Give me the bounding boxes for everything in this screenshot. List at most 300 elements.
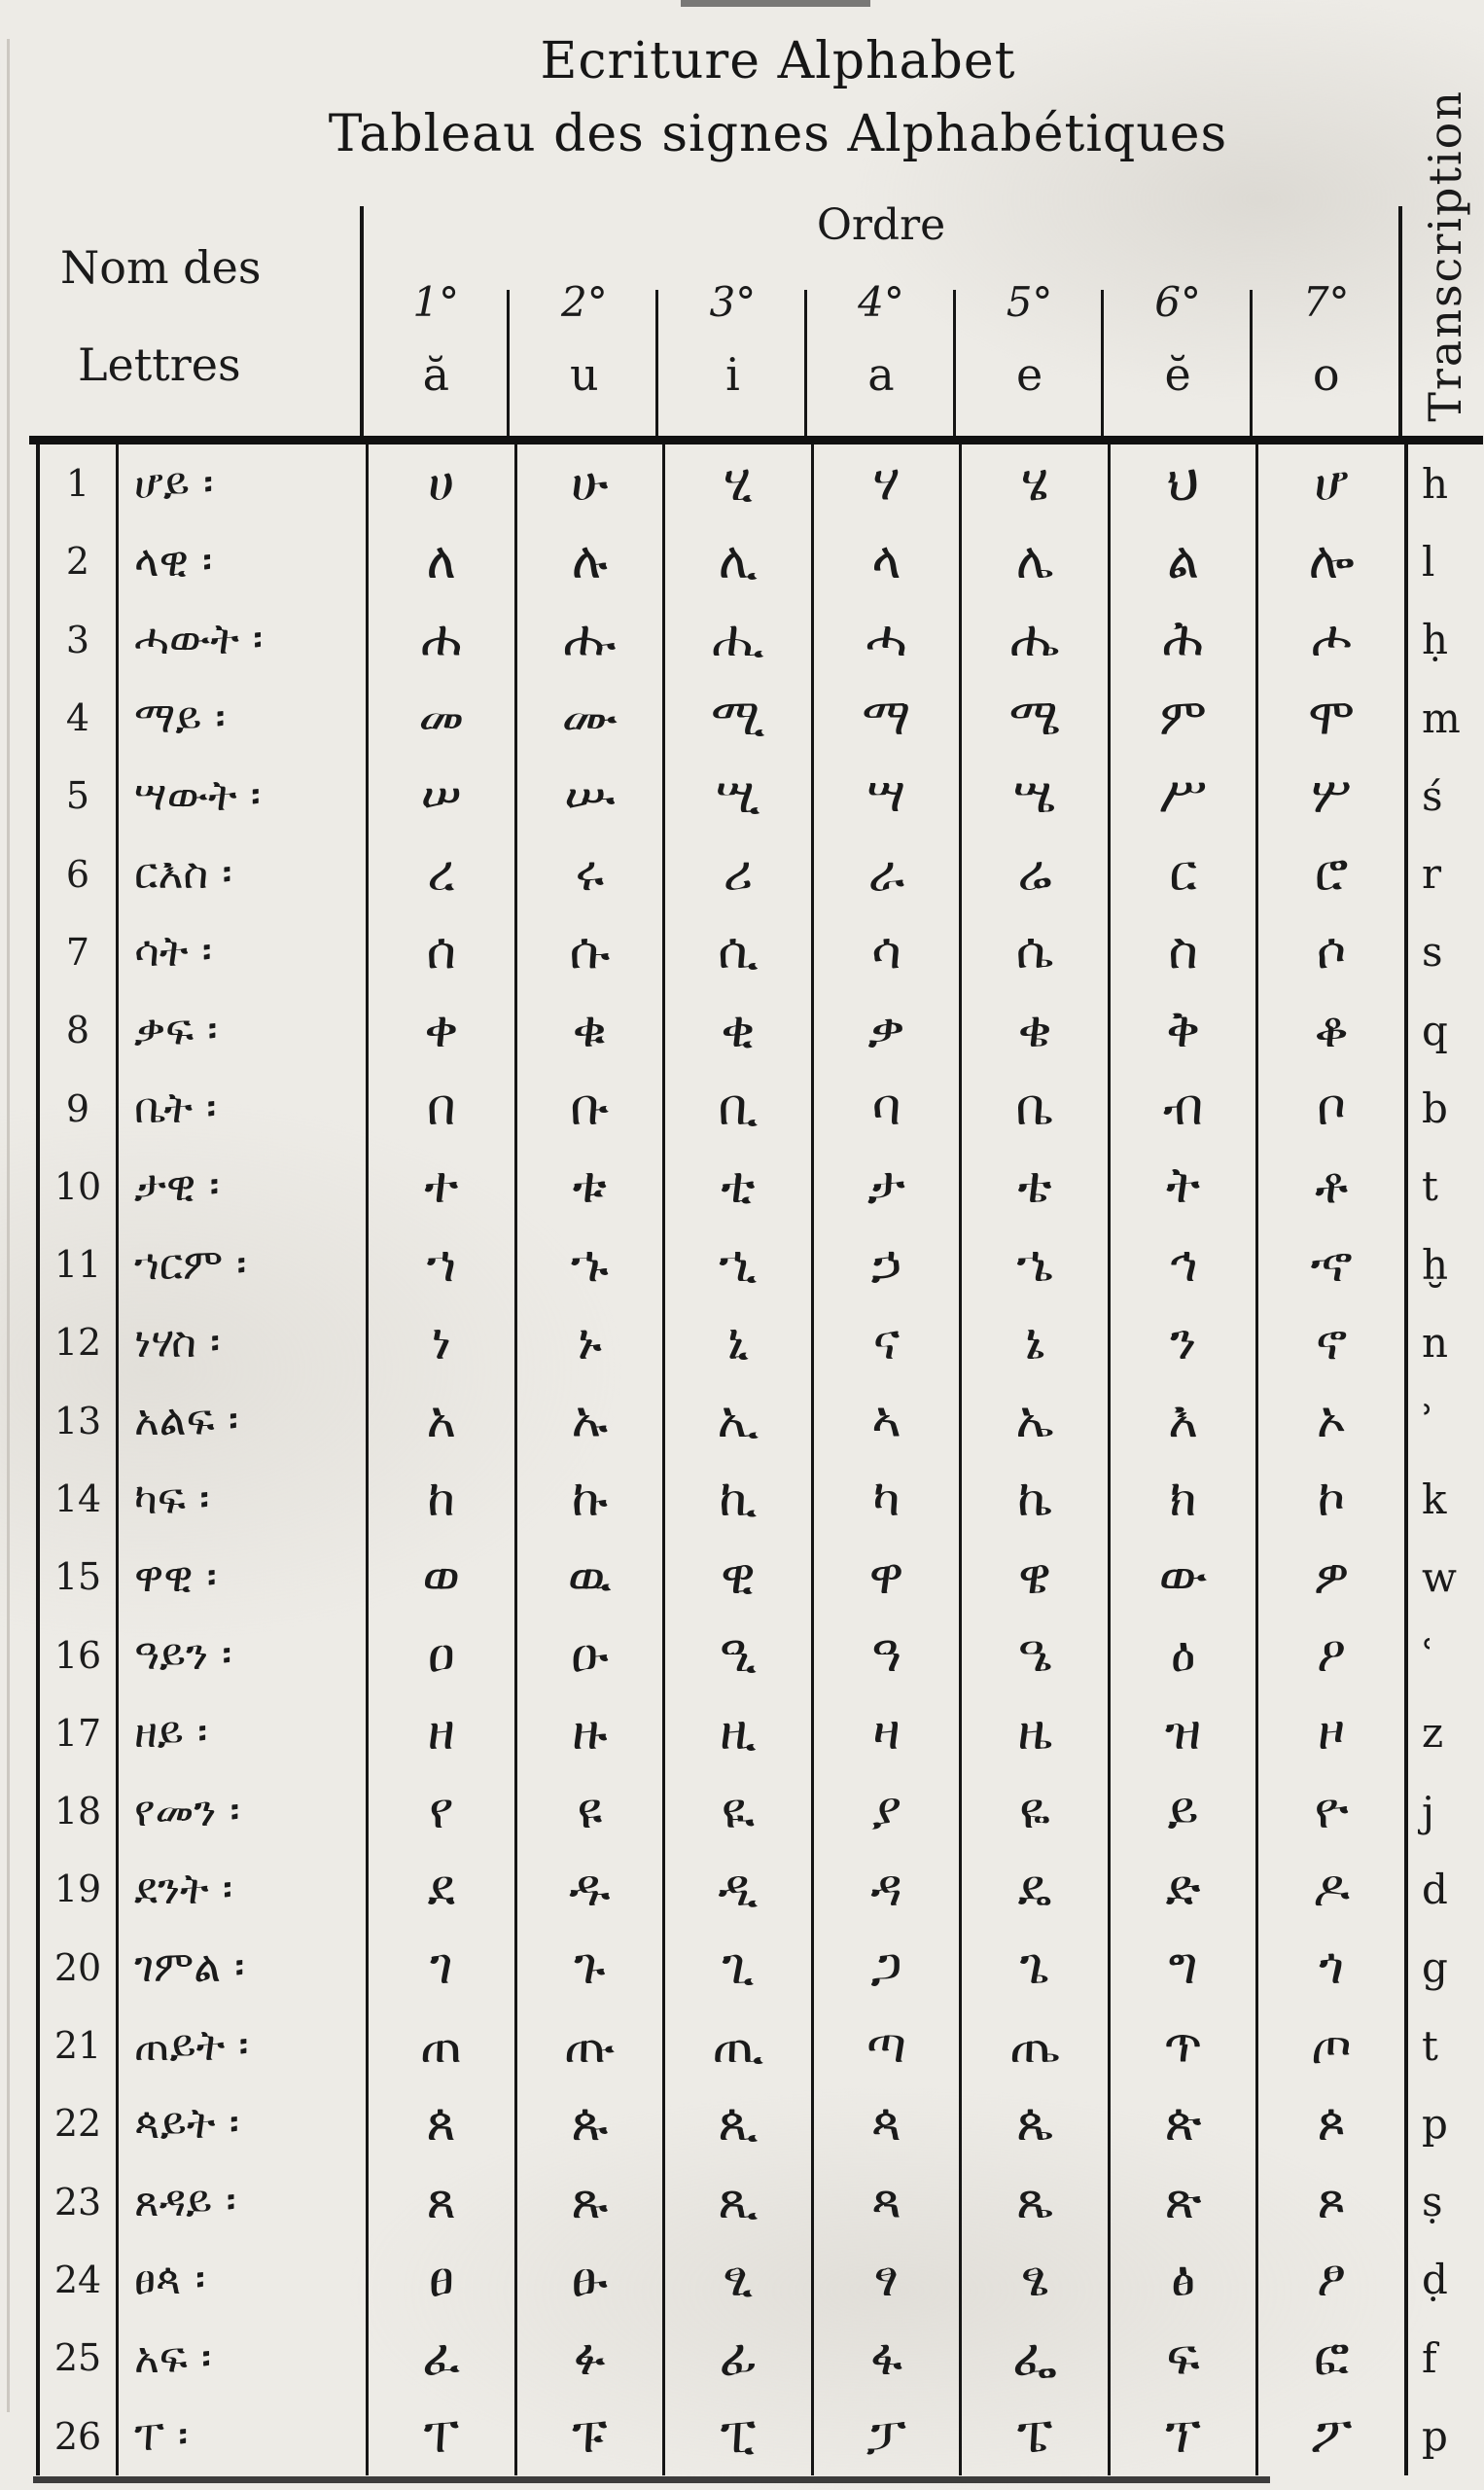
letter-form-1: ዐ: [366, 1616, 514, 1693]
letter-form-3: ዪ: [662, 1772, 811, 1850]
header-rule-name-col: [360, 206, 364, 440]
letter-form-5: ጤ: [959, 2007, 1108, 2084]
letter-form-5: ቴ: [959, 1148, 1108, 1226]
letter-form-4: ጳ: [811, 2084, 960, 2162]
letter-form-5: ፌ: [959, 2319, 1108, 2397]
row-number: 18: [53, 1790, 102, 1833]
row-number: 8: [65, 1009, 90, 1052]
letter-name: ጠይት ፡: [116, 2007, 366, 2084]
letter-form-1: ጠ: [366, 2007, 514, 2084]
header-rule-order-5: [1101, 290, 1104, 440]
header-rule-order-3: [804, 290, 807, 440]
letter-form-6: ት: [1108, 1148, 1256, 1226]
letter-form-6: ል: [1108, 522, 1256, 600]
order-column-header: [955, 278, 1104, 401]
row-number: 10: [53, 1164, 102, 1208]
transcription-value: z: [1404, 1694, 1484, 1772]
transcription-value: d: [1404, 1850, 1484, 1928]
letter-form-2: ኩ: [514, 1460, 663, 1538]
order-column-header: [1104, 278, 1253, 401]
letter-form-7: ኖ: [1255, 1303, 1404, 1381]
letter-form-7: ሖ: [1255, 601, 1404, 679]
letter-form-4: ጻ: [811, 2163, 960, 2241]
letter-form-6: ጵ: [1108, 2084, 1256, 2162]
letter-form-2: ቱ: [514, 1148, 663, 1226]
page-title-line2: Tableau des signes Alphabétiques: [328, 105, 1228, 164]
row-number: 1: [65, 462, 90, 506]
letter-form-5: ቤ: [959, 1069, 1108, 1147]
letter-form-2: ሩ: [514, 835, 663, 912]
table-row: [36, 2397, 1484, 2474]
letter-form-2: ኡ: [514, 1382, 663, 1460]
letter-form-1: ሐ: [366, 601, 514, 679]
order-degree-label: 3°: [709, 278, 757, 326]
letter-form-2: ፑ: [514, 2397, 663, 2474]
letter-form-2: ዩ: [514, 1772, 663, 1850]
letter-form-7: ሶ: [1255, 913, 1404, 991]
letter-form-3: ሊ: [662, 522, 811, 600]
scan-smudge-top: [681, 0, 870, 7]
table-row: [36, 1148, 1484, 1226]
letter-form-4: ፋ: [811, 2319, 960, 2397]
letter-form-7: ሦ: [1255, 757, 1404, 835]
letter-form-4: ላ: [811, 522, 960, 600]
header-rule-transcription-col: [1398, 206, 1402, 440]
letter-form-6: ይ: [1108, 1772, 1256, 1850]
letter-form-4: ካ: [811, 1460, 960, 1538]
letter-form-7: ኆ: [1255, 1226, 1404, 1303]
order-column-header: [362, 278, 511, 401]
letter-form-2: ጹ: [514, 2163, 663, 2241]
letter-form-4: ሃ: [811, 445, 960, 522]
letter-form-5: ሄ: [959, 445, 1108, 522]
order-vowel-label: u: [570, 348, 599, 401]
transcription-value: j: [1404, 1772, 1484, 1850]
letter-form-1: ኀ: [366, 1226, 514, 1303]
table-row: [36, 1772, 1484, 1850]
table-row: [36, 2163, 1484, 2241]
order-column-header: [807, 278, 956, 401]
letter-form-2: ጱ: [514, 2084, 663, 2162]
letter-name: ዋዊ ፡: [116, 1538, 366, 1616]
row-number: 11: [53, 1243, 102, 1287]
order-column-headers: [362, 278, 1400, 401]
letter-form-4: ባ: [811, 1069, 960, 1147]
row-number: 7: [65, 930, 90, 974]
table-row: [36, 1538, 1484, 1616]
transcription-value: r: [1404, 835, 1484, 912]
letter-form-7: ዮ: [1255, 1772, 1404, 1850]
header-rule-order-6: [1250, 290, 1253, 440]
letter-form-2: ሁ: [514, 445, 663, 522]
letter-form-6: ብ: [1108, 1069, 1256, 1147]
transcription-value: ś: [1404, 757, 1484, 835]
letter-form-2: ቡ: [514, 1069, 663, 1147]
letter-form-7: ዞ: [1255, 1694, 1404, 1772]
letter-form-4: ፓ: [811, 2397, 960, 2474]
letter-form-2: ጡ: [514, 2007, 663, 2084]
letter-form-5: ዬ: [959, 1772, 1108, 1850]
letter-form-4: ሣ: [811, 757, 960, 835]
page-title-line1: Ecriture Alphabet: [540, 32, 1016, 90]
letter-form-5: ፄ: [959, 2241, 1108, 2319]
letter-form-5: ጴ: [959, 2084, 1108, 2162]
letter-form-2: ፉ: [514, 2319, 663, 2397]
letter-form-1: ሰ: [366, 913, 514, 991]
row-number: 22: [53, 2102, 102, 2146]
letter-form-6: ጽ: [1108, 2163, 1256, 2241]
letter-form-1: ከ: [366, 1460, 514, 1538]
letter-form-1: ቀ: [366, 991, 514, 1069]
order-column-header: [658, 278, 807, 401]
letter-form-3: ሚ: [662, 679, 811, 757]
row-number: 4: [65, 696, 90, 740]
order-degree-label: 7°: [1302, 278, 1350, 326]
letter-name: ርእስ ፡: [116, 835, 366, 912]
letter-form-7: ዶ: [1255, 1850, 1404, 1928]
letter-form-6: ጥ: [1108, 2007, 1256, 2084]
row-number: 15: [53, 1555, 102, 1599]
letter-form-3: ዲ: [662, 1850, 811, 1928]
transcription-value: w: [1404, 1538, 1484, 1616]
letter-form-3: ሢ: [662, 757, 811, 835]
letter-name: ላዊ ፡: [116, 522, 366, 600]
row-number: 3: [65, 618, 90, 661]
letter-form-5: ሬ: [959, 835, 1108, 912]
letter-form-6: ሥ: [1108, 757, 1256, 835]
letter-form-4: ዋ: [811, 1538, 960, 1616]
letter-form-3: ቢ: [662, 1069, 811, 1147]
letter-form-5: ጌ: [959, 1929, 1108, 2007]
letter-form-6: ኅ: [1108, 1226, 1256, 1303]
letter-form-3: ቲ: [662, 1148, 811, 1226]
table-bottom-rule: [33, 2476, 1270, 2483]
header-rule-order-1: [507, 290, 510, 440]
letter-form-7: ጶ: [1255, 2084, 1404, 2162]
letter-name: ቤት ፡: [116, 1069, 366, 1147]
order-degree-label: 4°: [858, 278, 904, 326]
row-number: 12: [53, 1321, 102, 1365]
transcription-value: p: [1404, 2397, 1484, 2474]
transcription-value: l: [1404, 522, 1484, 600]
letter-form-5: ዜ: [959, 1694, 1108, 1772]
row-number: 23: [53, 2180, 102, 2223]
letter-name: ገምል ፡: [116, 1929, 366, 2007]
table-row: [36, 1226, 1484, 1303]
row-number: 6: [65, 852, 90, 896]
table-row: [36, 445, 1484, 522]
page-edge-line: [7, 39, 10, 2412]
table-row: [36, 2084, 1484, 2162]
letter-form-3: ሪ: [662, 835, 811, 912]
letter-form-2: ዉ: [514, 1538, 663, 1616]
letter-name: አልፍ ፡: [116, 1382, 366, 1460]
letter-form-3: ፊ: [662, 2319, 811, 2397]
row-number: 17: [53, 1711, 102, 1755]
letter-form-2: ጉ: [514, 1929, 663, 2007]
row-number: 16: [53, 1633, 102, 1677]
letter-form-1: አ: [366, 1382, 514, 1460]
letter-form-7: ሆ: [1255, 445, 1404, 522]
letter-form-1: ነ: [366, 1303, 514, 1381]
table-row: [36, 835, 1484, 912]
letter-form-1: ፈ: [366, 2319, 514, 2397]
letter-form-3: ጊ: [662, 1929, 811, 2007]
letter-form-3: ዒ: [662, 1616, 811, 1693]
letter-form-5: ኔ: [959, 1303, 1108, 1381]
letter-form-5: ዌ: [959, 1538, 1108, 1616]
letter-form-2: ኁ: [514, 1226, 663, 1303]
order-vowel-label: ĕ: [1164, 348, 1191, 401]
transcription-label-text: Transcription: [1419, 89, 1471, 422]
transcription-value: ʾ: [1404, 1382, 1484, 1460]
row-number: 19: [53, 1868, 102, 1911]
letter-form-1: ዘ: [366, 1694, 514, 1772]
row-number: 24: [53, 2258, 102, 2301]
letter-name: ኀርም ፡: [116, 1226, 366, 1303]
letter-form-5: ኬ: [959, 1460, 1108, 1538]
header-rule-order-4: [953, 290, 956, 440]
letter-name: ደንት ፡: [116, 1850, 366, 1928]
table-row: [36, 1460, 1484, 1538]
row-number: 21: [53, 2024, 102, 2068]
table-row: [36, 2241, 1484, 2319]
letter-form-4: ጋ: [811, 1929, 960, 2007]
row-number: 2: [65, 540, 90, 584]
letter-form-6: ስ: [1108, 913, 1256, 991]
header-separator-rule: [29, 436, 1483, 445]
letter-form-6: ር: [1108, 835, 1256, 912]
letter-name: ቃፍ ፡: [116, 991, 366, 1069]
letter-form-1: ደ: [366, 1850, 514, 1928]
letter-form-7: ዖ: [1255, 1616, 1404, 1693]
table-row: [36, 601, 1484, 679]
table-row: [36, 1929, 1484, 2007]
letter-form-1: ሀ: [366, 445, 514, 522]
letter-form-2: ፁ: [514, 2241, 663, 2319]
letter-form-7: ዎ: [1255, 1538, 1404, 1616]
letter-form-6: እ: [1108, 1382, 1256, 1460]
letter-form-2: ቁ: [514, 991, 663, 1069]
order-degree-label: 2°: [560, 278, 608, 326]
letter-name: ሆይ ፡: [116, 445, 366, 522]
letter-form-4: ዓ: [811, 1616, 960, 1693]
letter-name: ፐ ፡: [116, 2397, 366, 2474]
letter-form-6: ፕ: [1108, 2397, 1256, 2474]
transcription-value: ṣ: [1404, 2163, 1484, 2241]
order-column-header: [511, 278, 659, 401]
letter-form-4: ሓ: [811, 601, 960, 679]
letter-form-5: ቄ: [959, 991, 1108, 1069]
letter-form-6: ፍ: [1108, 2319, 1256, 2397]
name-column-header-line1: Nom des: [60, 241, 262, 294]
letter-name: ጸዳይ ፡: [116, 2163, 366, 2241]
letter-form-4: ዛ: [811, 1694, 960, 1772]
letter-form-7: ኮ: [1255, 1460, 1404, 1538]
letter-name: ማይ ፡: [116, 679, 366, 757]
letter-name: ታዊ ፡: [116, 1148, 366, 1226]
letter-form-3: ፒ: [662, 2397, 811, 2474]
letter-form-1: በ: [366, 1069, 514, 1147]
letter-form-5: ዔ: [959, 1616, 1108, 1693]
order-column-header: [1252, 278, 1400, 401]
letter-form-6: ቅ: [1108, 991, 1256, 1069]
letter-form-5: ሜ: [959, 679, 1108, 757]
table-row: [36, 1616, 1484, 1693]
letter-form-1: ፀ: [366, 2241, 514, 2319]
letter-form-3: ኢ: [662, 1382, 811, 1460]
row-number: 13: [53, 1399, 102, 1442]
letter-name: ነሃስ ፡: [116, 1303, 366, 1381]
order-degree-label: 1°: [412, 278, 460, 326]
transcription-value: k: [1404, 1460, 1484, 1538]
table-row: [36, 757, 1484, 835]
letter-form-2: ዱ: [514, 1850, 663, 1928]
letter-name: ዘይ ፡: [116, 1694, 366, 1772]
letter-form-3: ኂ: [662, 1226, 811, 1303]
transcription-value: b: [1404, 1069, 1484, 1147]
letter-form-1: ጸ: [366, 2163, 514, 2241]
table-row: [36, 679, 1484, 757]
letter-form-4: ፃ: [811, 2241, 960, 2319]
letter-form-7: ፖ: [1255, 2397, 1404, 2474]
letter-form-6: ዝ: [1108, 1694, 1256, 1772]
letter-form-7: ጾ: [1255, 2163, 1404, 2241]
row-number: 5: [65, 774, 90, 818]
letter-name: የመን ፡: [116, 1772, 366, 1850]
alphabet-table-body: [36, 445, 1484, 2475]
letter-form-7: ጎ: [1255, 1929, 1404, 2007]
letter-form-6: ድ: [1108, 1850, 1256, 1928]
transcription-column-header: [1408, 74, 1482, 438]
letter-form-1: ገ: [366, 1929, 514, 2007]
transcription-value: t: [1404, 2007, 1484, 2084]
letter-form-7: ሞ: [1255, 679, 1404, 757]
letter-form-6: ን: [1108, 1303, 1256, 1381]
header-rule-order-2: [655, 290, 658, 440]
transcription-value: s: [1404, 913, 1484, 991]
ordre-header: Ordre: [816, 200, 946, 250]
row-number: 26: [53, 2414, 102, 2458]
letter-form-2: ኑ: [514, 1303, 663, 1381]
row-number: 25: [53, 2336, 102, 2380]
letter-form-1: የ: [366, 1772, 514, 1850]
order-degree-label: 5°: [1006, 278, 1053, 326]
letter-name: ሳት ፡: [116, 913, 366, 991]
letter-form-3: ጢ: [662, 2007, 811, 2084]
letter-form-3: ጲ: [662, 2084, 811, 2162]
letter-name: ሓውት ፡: [116, 601, 366, 679]
table-row: [36, 1303, 1484, 1381]
order-vowel-label: ă: [422, 348, 449, 401]
order-vowel-label: i: [725, 348, 740, 401]
letter-form-6: ፅ: [1108, 2241, 1256, 2319]
letter-form-2: ዙ: [514, 1694, 663, 1772]
letter-form-4: ሳ: [811, 913, 960, 991]
transcription-value: ʿ: [1404, 1616, 1484, 1693]
letter-form-1: ሠ: [366, 757, 514, 835]
letter-form-5: ሌ: [959, 522, 1108, 600]
letter-form-2: ሙ: [514, 679, 663, 757]
transcription-value: m: [1404, 679, 1484, 757]
letter-form-4: ያ: [811, 1772, 960, 1850]
transcription-value: n: [1404, 1303, 1484, 1381]
transcription-value: t: [1404, 1148, 1484, 1226]
letter-form-6: ም: [1108, 679, 1256, 757]
letter-form-4: ማ: [811, 679, 960, 757]
letter-form-3: ፂ: [662, 2241, 811, 2319]
letter-form-4: ኃ: [811, 1226, 960, 1303]
name-column-header-line2: Lettres: [78, 338, 241, 391]
letter-form-3: ኒ: [662, 1303, 811, 1381]
table-row: [36, 1694, 1484, 1772]
letter-form-5: ኄ: [959, 1226, 1108, 1303]
order-vowel-label: e: [1015, 348, 1043, 401]
letter-form-7: ፆ: [1255, 2241, 1404, 2319]
letter-form-1: ተ: [366, 1148, 514, 1226]
letter-form-7: ቶ: [1255, 1148, 1404, 1226]
letter-form-6: ግ: [1108, 1929, 1256, 2007]
letter-form-4: ጣ: [811, 2007, 960, 2084]
letter-form-7: ጦ: [1255, 2007, 1404, 2084]
letter-form-1: ጰ: [366, 2084, 514, 2162]
transcription-value: g: [1404, 1929, 1484, 2007]
table-row: [36, 2319, 1484, 2397]
letter-form-6: ክ: [1108, 1460, 1256, 1538]
letter-form-5: ኤ: [959, 1382, 1108, 1460]
letter-form-3: ሂ: [662, 445, 811, 522]
transcription-value: p: [1404, 2084, 1484, 2162]
table-row: [36, 1382, 1484, 1460]
row-number: 20: [53, 1945, 102, 1989]
letter-name: ካፍ ፡: [116, 1460, 366, 1538]
letter-form-4: ና: [811, 1303, 960, 1381]
transcription-value: ḥ: [1404, 601, 1484, 679]
letter-form-2: ሡ: [514, 757, 663, 835]
letter-form-3: ሲ: [662, 913, 811, 991]
letter-form-5: ፔ: [959, 2397, 1108, 2474]
letter-form-7: ቦ: [1255, 1069, 1404, 1147]
letter-form-3: ጺ: [662, 2163, 811, 2241]
letter-form-1: ለ: [366, 522, 514, 600]
letter-form-4: ታ: [811, 1148, 960, 1226]
letter-form-6: ህ: [1108, 445, 1256, 522]
letter-form-7: ቆ: [1255, 991, 1404, 1069]
letter-name: ፀጳ ፡: [116, 2241, 366, 2319]
transcription-value: ḍ: [1404, 2241, 1484, 2319]
letter-form-4: ዳ: [811, 1850, 960, 1928]
transcription-value: f: [1404, 2319, 1484, 2397]
order-vowel-label: a: [867, 348, 895, 401]
letter-form-6: ዕ: [1108, 1616, 1256, 1693]
letter-form-4: ራ: [811, 835, 960, 912]
letter-name: ዓይን ፡: [116, 1616, 366, 1693]
table-row: [36, 2007, 1484, 2084]
letter-form-5: ጼ: [959, 2163, 1108, 2241]
letter-form-5: ዴ: [959, 1850, 1108, 1928]
table-row: [36, 913, 1484, 991]
letter-form-1: ፐ: [366, 2397, 514, 2474]
letter-form-1: መ: [366, 679, 514, 757]
letter-form-7: ፎ: [1255, 2319, 1404, 2397]
letter-name: አፍ ፡: [116, 2319, 366, 2397]
letter-form-1: ወ: [366, 1538, 514, 1616]
letter-form-3: ዚ: [662, 1694, 811, 1772]
letter-form-3: ኪ: [662, 1460, 811, 1538]
letter-form-5: ሴ: [959, 913, 1108, 991]
row-number: 9: [65, 1086, 90, 1130]
row-number: 14: [53, 1477, 102, 1520]
